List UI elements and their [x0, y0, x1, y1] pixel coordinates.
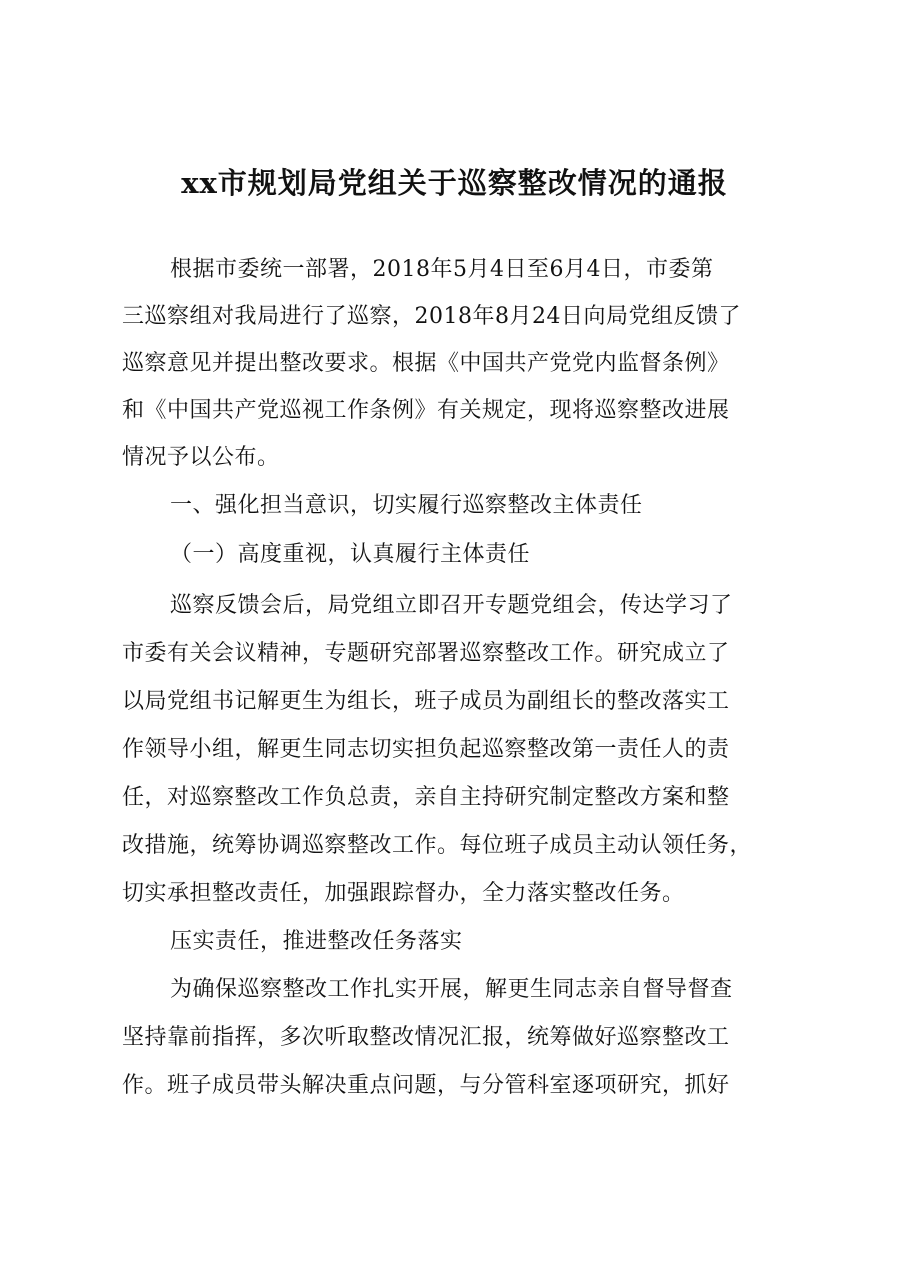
- paragraph-3-line-2: 坚持靠前指挥，多次听取整改情况汇报，统筹做好巡察整改工: [122, 1025, 730, 1050]
- paragraph-2-line-2: 市委有关会议精神，专题研究部署巡察整改工作。研究成立了: [122, 641, 730, 666]
- paragraph-1-line-5: 情况予以公布。: [122, 445, 280, 470]
- paragraph-2-line-7: 切实承担整改责任，加强跟踪督办，全力落实整改任务。: [122, 881, 685, 906]
- paragraph-3-line-1: 为确保巡察整改工作扎实开展，解更生同志亲自督导督查: [170, 977, 733, 1002]
- paragraph-2-line-3: 以局党组书记解更生为组长，班子成员为副组长的整改落实工: [122, 689, 730, 714]
- paragraph-1-line-1: 根据市委统一部署，2018年5月4日至6月4日，市委第: [170, 257, 714, 282]
- paragraph-2-line-6: 改措施，统筹协调巡察整改工作。每位班子成员主动认领任务，: [122, 833, 753, 858]
- document-title: xx市规划局党组关于巡察整改情况的通报: [181, 166, 728, 200]
- paragraph-1-line-3: 巡察意见并提出整改要求。根据《中国共产党党内监督条例》: [122, 351, 730, 376]
- paragraph-1-line-2: 三巡察组对我局进行了巡察，2018年8月24日向局党组反馈了: [122, 304, 741, 329]
- paragraph-2-line-1: 巡察反馈会后，局党组立即召开专题党组会，传达学习了: [170, 593, 733, 618]
- subsection-heading-1: （一）高度重视，认真履行主体责任: [170, 542, 531, 567]
- paragraph-2-line-4: 作领导小组，解更生同志切实担负起巡察整改第一责任人的责: [122, 737, 730, 762]
- paragraph-1-line-4: 和《中国共产党巡视工作条例》有关规定，现将巡察整改进展: [122, 398, 730, 423]
- section-heading-1: 一、强化担当意识，切实履行巡察整改主体责任: [170, 493, 643, 518]
- paragraph-3-line-3: 作。班子成员带头解决重点问题，与分管科室逐项研究，抓好: [122, 1073, 730, 1098]
- subsection-heading-2: 压实责任，推进整改任务落实: [170, 929, 463, 954]
- paragraph-2-line-5: 任，对巡察整改工作负总责，亲自主持研究制定整改方案和整: [122, 785, 730, 810]
